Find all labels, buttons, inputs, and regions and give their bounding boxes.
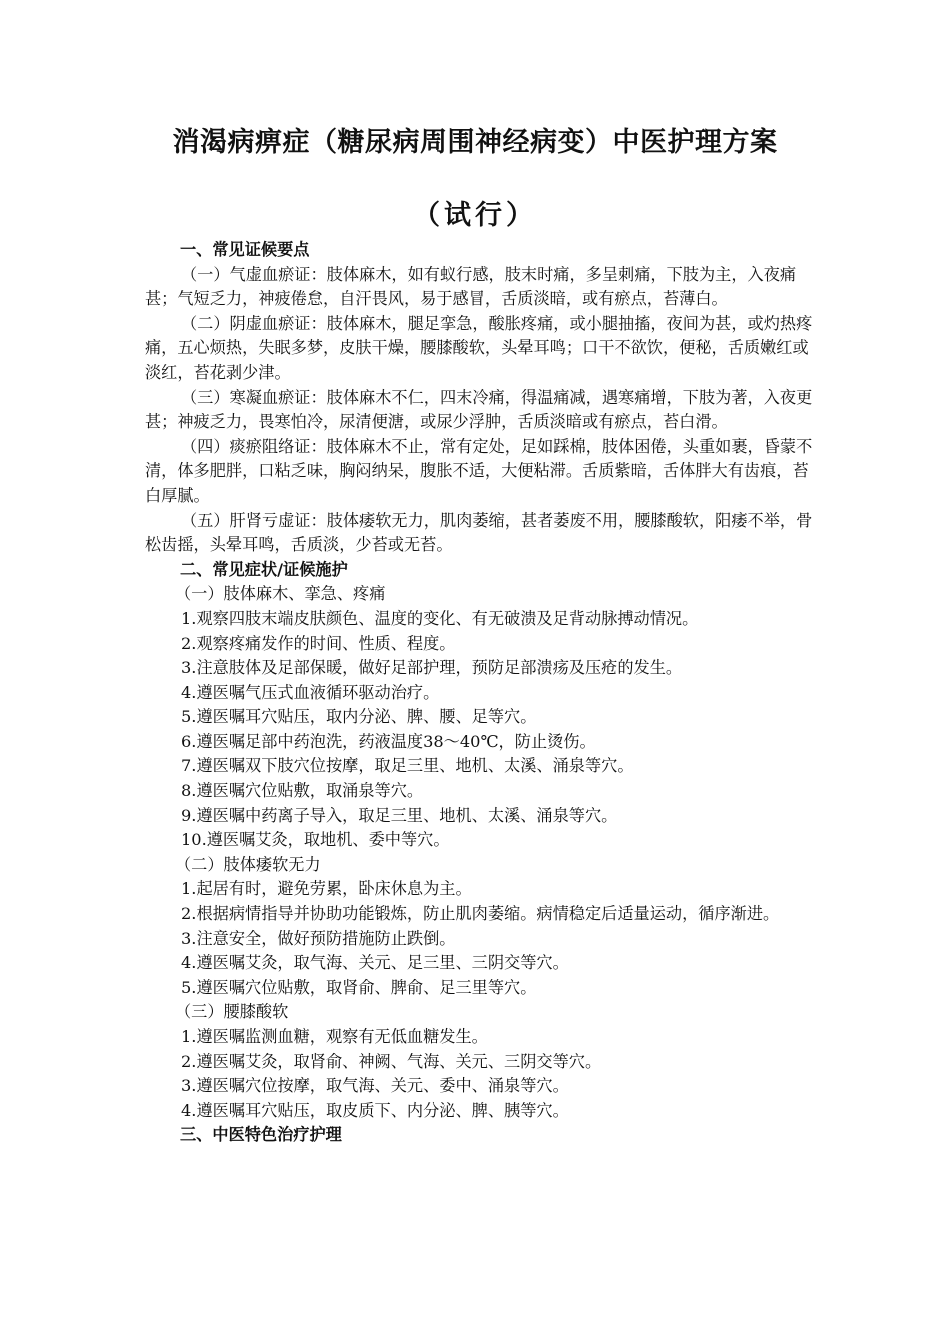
list-item: 3.注意肢体及足部保暖，做好足部护理，预防足部溃疡及压疮的发生。 <box>181 658 683 678</box>
list-item: 7.遵医嘱双下肢穴位按摩，取足三里、地机、太溪、涌泉等穴。 <box>181 756 634 776</box>
paragraph-liver-kidney: （五）肝肾亏虚证：肢体痿软无力，肌肉萎缩，甚者萎废不用，腰膝酸软，阳痿不举，骨松齿摇，头晕耳鸣，舌质淡，少苔或无苔。 <box>145 510 813 555</box>
list-item: 2.根据病情指导并协助功能锻炼，防止肌肉萎缩。病情稳定后适量运动，循序渐进。 <box>181 904 780 924</box>
paragraph-yin-deficiency: （二）阴虚血瘀证：肢体麻木，腿足挛急，酸胀疼痛，或小腿抽搐，夜间为甚，或灼热疼痛，五心烦热，失眠多梦，皮肤干燥，腰膝酸软，头晕耳鸣；口干不欲饮，便秘，舌质嫩红或淡红，苔花剥少津。 <box>145 313 813 382</box>
document-body <box>145 238 817 1148</box>
document-subtitle: （试行） <box>413 200 537 231</box>
paragraph-phlegm-stasis: （四）痰瘀阻络证：肢体麻木不止，常有定处，足如踩棉，肢体困倦，头重如裹，昏蒙不清，体多肥胖，口粘乏味，胸闷纳呆，腹胀不适，大便粘滞。舌质紫暗，舌体胖大有齿痕，苔白厚腻。 <box>145 436 813 505</box>
group-title-numbness: （一）肢体麻木、挛急、疼痛 <box>175 584 386 604</box>
list-item: 6.遵医嘱足部中药泡洗，药液温度38～40℃，防止烫伤。 <box>181 731 596 751</box>
list-item: 10.遵医嘱艾灸，取地机、委中等穴。 <box>181 830 450 850</box>
list-item: 2.遵医嘱艾灸，取肾俞、神阙、气海、关元、三阴交等穴。 <box>181 1051 602 1071</box>
list-item: 3.注意安全，做好预防措施防止跌倒。 <box>181 928 456 948</box>
list-item: 2.观察疼痛发作的时间、性质、程度。 <box>181 633 456 653</box>
list-item: 1.观察四肢末端皮肤颜色、温度的变化、有无破溃及足背动脉搏动情况。 <box>181 608 699 628</box>
list-item: 5.遵医嘱耳穴贴压，取内分泌、脾、腰、足等穴。 <box>181 707 537 727</box>
list-item: 4.遵医嘱耳穴贴压，取皮质下、内分泌、脾、胰等穴。 <box>181 1100 569 1120</box>
document-title: 消渴病痹症（糖尿病周围神经病变）中医护理方案 <box>172 127 778 158</box>
list-item: 5.遵医嘱穴位贴敷，取肾俞、脾俞、足三里等穴。 <box>181 977 537 997</box>
paragraph-cold-stasis: （三）寒凝血瘀证：肢体麻木不仁，四末冷痛，得温痛减，遇寒痛增，下肢为著，入夜更甚；神疲乏力，畏寒怕冷，尿清便溏，或尿少浮肿，舌质淡暗或有瘀点，苔白滑。 <box>145 387 813 432</box>
list-item: 9.遵医嘱中药离子导入，取足三里、地机、太溪、涌泉等穴。 <box>181 805 618 825</box>
list-item: 1.起居有时，避免劳累，卧床休息为主。 <box>181 879 472 899</box>
group-title-weakness: （二）肢体痿软无力 <box>175 854 321 874</box>
list-item: 4.遵医嘱气压式血液循环驱动治疗。 <box>181 682 440 702</box>
list-item: 3.遵医嘱穴位按摩，取气海、关元、委中、涌泉等穴。 <box>181 1076 569 1096</box>
section-heading-2: 二、常见症状/证候施护 <box>180 559 348 579</box>
paragraph-qi-deficiency: （一）气虚血瘀证：肢体麻木，如有蚁行感，肢末时痛，多呈刺痛，下肢为主，入夜痛甚；气短乏力，神疲倦怠，自汗畏风，易于感冒，舌质淡暗，或有瘀点，苔薄白。 <box>145 264 797 309</box>
section-heading-1: 一、常见证候要点 <box>180 240 310 259</box>
list-item: 4.遵医嘱艾灸，取气海、关元、足三里、三阴交等穴。 <box>181 953 569 973</box>
list-item: 1.遵医嘱监测血糖，观察有无低血糖发生。 <box>181 1027 488 1046</box>
group-title-lumbar: （三）腰膝酸软 <box>175 1002 289 1022</box>
list-item: 8.遵医嘱穴位贴敷，取涌泉等穴。 <box>181 781 424 801</box>
section-heading-3: 三、中医特色治疗护理 <box>180 1125 342 1145</box>
